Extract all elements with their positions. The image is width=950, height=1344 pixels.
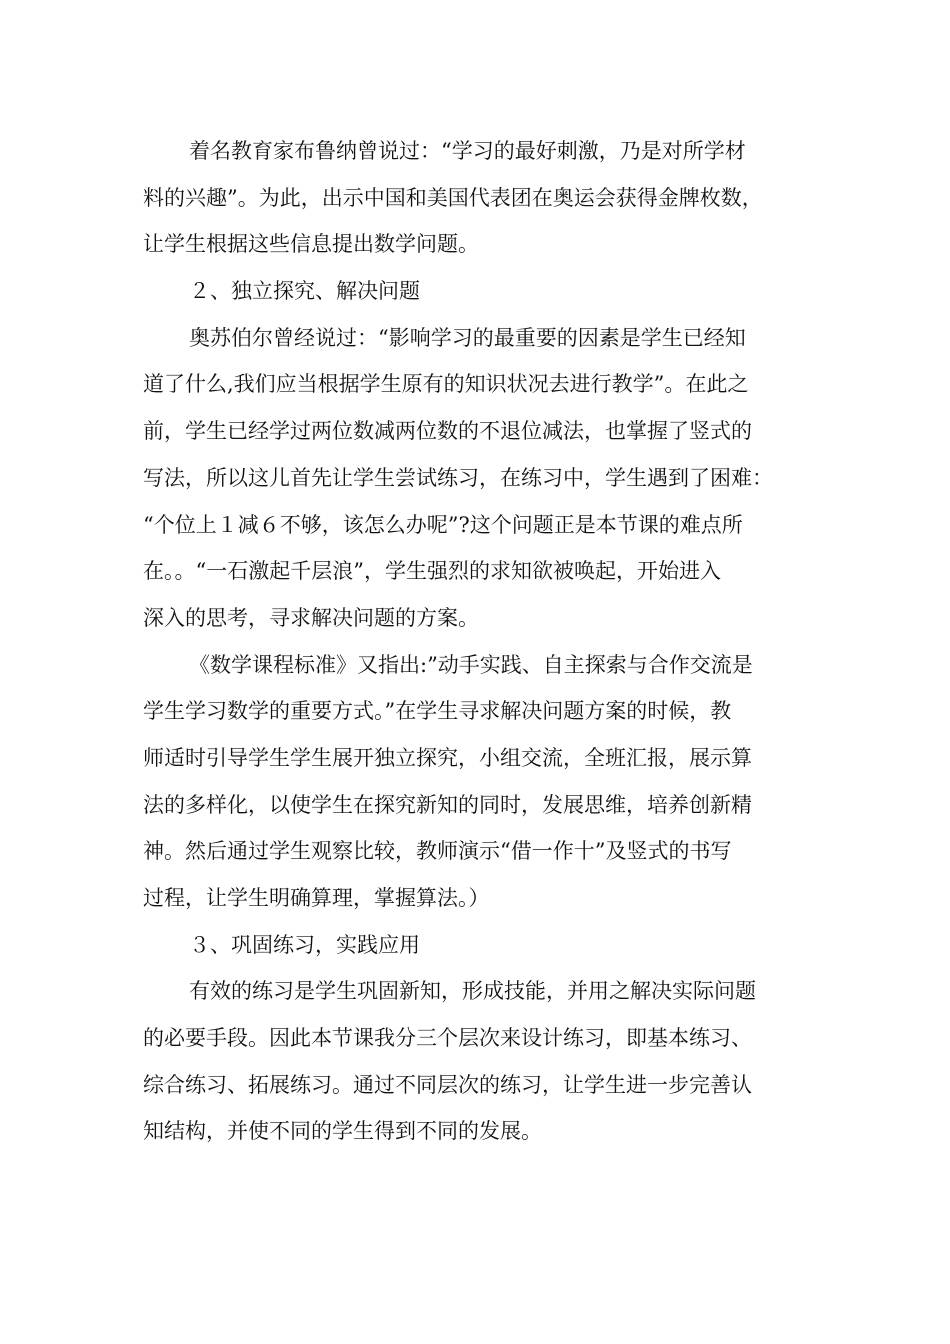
text-line: 师适时引导学生学生展开独立探究，小组交流，全班汇报，展示算 bbox=[143, 745, 752, 770]
text-line: 法的多样化，以使学生在探究新知的同时，发展思维，培养创新精 bbox=[143, 792, 752, 817]
paragraph-quote-ausubel bbox=[143, 315, 805, 642]
paragraph-quote-bruner bbox=[143, 128, 805, 268]
text-line: 学生学习数学的重要方式。”在学生寻求解决问题方案的时候，教 bbox=[143, 699, 732, 724]
text-line: 《数学课程标准》又指出:”动手实践、自主探索与合作交流是 bbox=[189, 652, 753, 677]
heading-text: ３、巩固练习，实践应用 bbox=[189, 932, 420, 957]
text-line: 深入的思考，寻求解决问题的方案。 bbox=[143, 605, 479, 630]
text-line: 在。。“一石激起千层浪”，学生强烈的求知欲被唤起，开始进入 bbox=[143, 559, 721, 584]
heading-text: ２、独立探究、解决问题 bbox=[189, 279, 420, 304]
text-line: 写法，所以这儿首先让学生尝试练习，在练习中，学生遇到了困难： bbox=[143, 465, 773, 490]
section-heading-3 bbox=[143, 922, 805, 969]
text-line: 让学生根据这些信息提出数学问题。 bbox=[143, 232, 479, 257]
text-line: 综合练习、拓展练习。通过不同层次的练习，让学生进一步完善认 bbox=[143, 1072, 752, 1097]
text-line: 神。然后通过学生观察比较，教师演示“借一作十”及竖式的书写 bbox=[143, 839, 732, 864]
paragraph-curriculum-standard bbox=[143, 642, 805, 922]
text-line: 前，学生已经学过两位数减两位数的不退位减法，也掌握了竖式的 bbox=[143, 419, 752, 444]
section-heading-2 bbox=[143, 268, 805, 315]
text-line: 的必要手段。因此本节课我分三个层次来设计练习，即基本练习、 bbox=[143, 1026, 752, 1051]
text-line: 道了什么,我们应当根据学生原有的知识状况去进行教学”。在此之 bbox=[143, 372, 749, 397]
text-line: 有效的练习是学生巩固新知，形成技能，并用之解决实际问题 bbox=[189, 979, 756, 1004]
text-line: 知结构，并使不同的学生得到不同的发展。 bbox=[143, 1119, 542, 1144]
document-body bbox=[143, 128, 805, 1155]
text-line: 着名教育家布鲁纳曾说过：“学习的最好刺激，乃是对所学材 bbox=[189, 139, 746, 163]
text-line: 料的兴趣”。为此，出示中国和美国代表团在奥运会获得金牌枚数， bbox=[143, 185, 763, 210]
text-line: “个位上１减６不够，该怎么办呢”?这个问题正是本节课的难点所 bbox=[143, 512, 743, 537]
text-line: 奥苏伯尔曾经说过：“影响学习的最重要的因素是学生已经知 bbox=[189, 325, 746, 350]
paragraph-practice bbox=[143, 968, 805, 1155]
text-line: 过程，让学生明确算理，掌握算法。） bbox=[143, 886, 490, 910]
